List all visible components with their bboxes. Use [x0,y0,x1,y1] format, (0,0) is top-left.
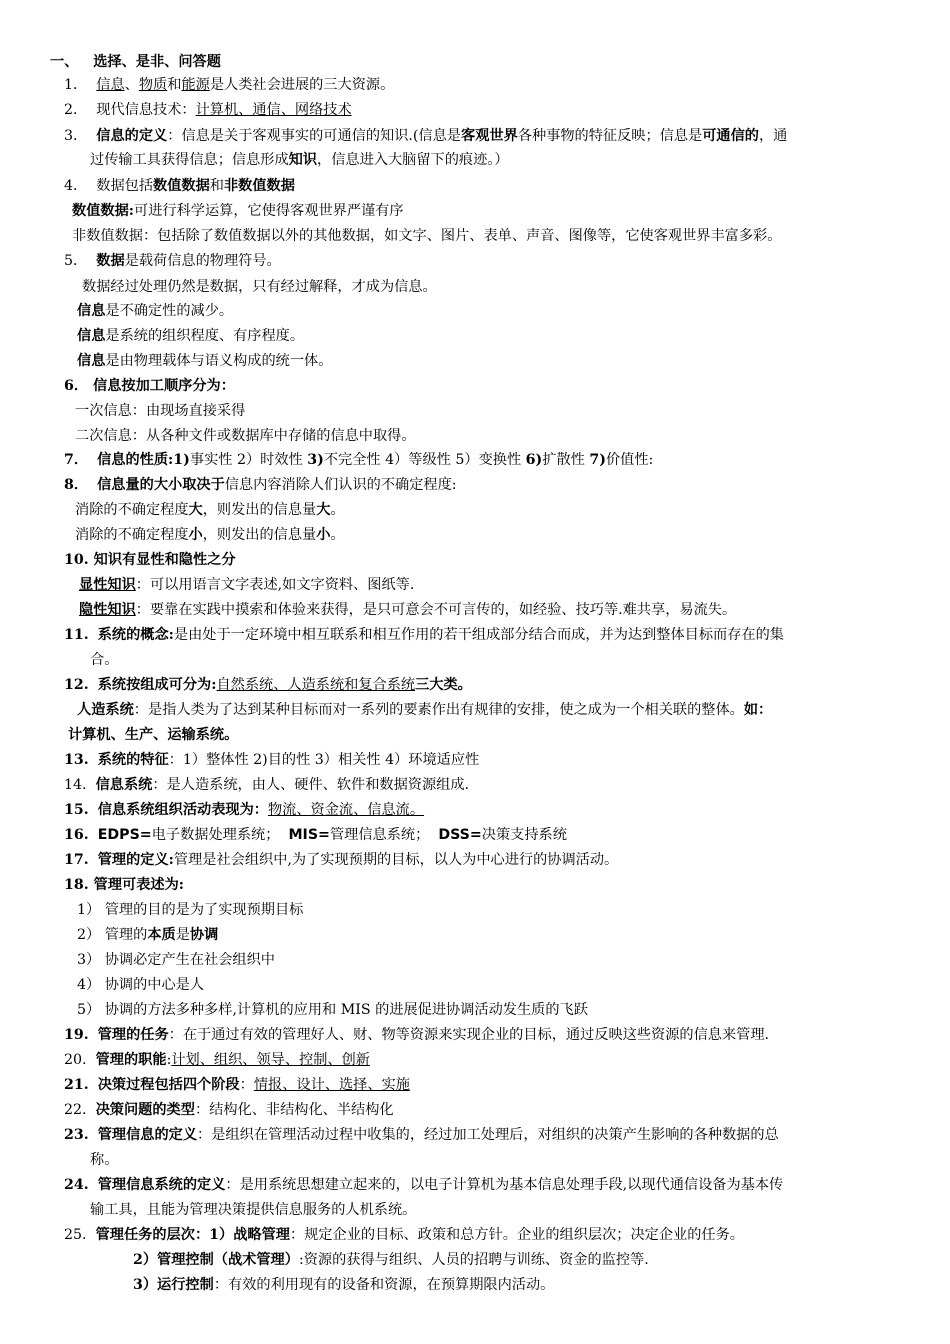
item-3-cont: 过传输工具获得信息；信息形成知识，信息进入大脑留下的痕迹。） [90,152,509,168]
item-8-line2: 消除的不确定程度大，则发出的信息量大。 [75,502,345,518]
item-25-level3: 3）运行控制：有效的利用现有的设备和资源，在预算期限内活动。 [133,1277,555,1293]
item-19: 19. 管理的任务：在于通过有效的管理好人、财、物等资源来实现企业的目标，通过反映这些资源的信息来管理. [64,1027,770,1043]
item-18-sub2: 2） 管理的本质是协调 [77,927,219,943]
item-12-artificial: 人造系统：是指人类为了达到某种目标而对一系列的要素作出有规律的安排，使之成为一个相关联的整体。如： [77,702,773,718]
item-3: 3． 信息的定义：信息是关于客观事实的可通信的知识.(信息是客观世界各种事物的特征反映；信息是可通信的，通 [64,128,788,144]
item-11-cont: 合。 [90,652,119,668]
item-18-sub5: 5） 协调的方法多种多样,计算机的应用和 MIS 的进展促进协调活动发生质的飞跃 [77,1002,588,1018]
item-17: 17. 管理的定义:管理是社会组织中,为了实现预期的目标，以人为中心进行的协调活动。 [64,852,619,868]
item-18-sub3: 3） 协调必定产生在社会组织中 [77,952,275,968]
item-14: 14. 信息系统：是人造系统，由人、硬件、软件和数据资源组成. [64,777,470,793]
item-20: 20. 管理的职能:计划、组织、领导、控制、创新 [64,1052,370,1068]
item-18: 18. 管理可表述为: [64,877,185,893]
item-8: 8． 信息量的大小取决于信息内容消除人们认识的不确定程度: [64,477,457,493]
item-23: 23. 管理信息的定义：是组织在管理活动过程中收集的，经过加工处理后，对组织的决策产生影响的各种数据的总 [64,1127,779,1143]
item-5-line2: 数据经过处理仍然是数据，只有经过解释，才成为信息。 [82,279,437,295]
item-11: 11. 系统的概念:是由处于一定环境中相互联系和相互作用的若干组成部分结合而成，并为达到整体目标而存在的集 [64,627,784,643]
item-12-examples: 计算机、生产、运输系统。 [68,727,239,743]
item-5-line5: 信息是由物理载体与语义构成的统一体。 [77,353,333,369]
item-4-numeric: 数值数据:可进行科学运算，它使得客观世界严谨有序 [72,203,404,219]
item-25-level2: 2）管理控制（战术管理）:资源的获得与组织、人员的招聘与训练、资金的监控等. [133,1252,649,1268]
item-12: 12. 系统按组成可分为:自然系统、人造系统和复合系统三大类。 [64,677,472,693]
section-heading: 一、 选择、是非、问答题 [50,54,221,70]
item-5: 5． 数据是载荷信息的物理符号。 [64,253,281,269]
item-8-line3: 消除的不确定程度小，则发出的信息量小。 [75,527,345,543]
item-24-cont: 输工具，且能为管理决策提供信息服务的人机系统。 [90,1202,417,1218]
item-4: 4． 数据包括数值数据和非数值数据 [64,178,295,194]
item-18-sub4: 4） 协调的中心是人 [77,977,205,993]
item-6-line2: 一次信息：由现场直接采得 [75,403,246,419]
item-6: 6． 信息按加工顺序分为： [64,378,235,394]
item-24: 24. 管理信息系统的定义：是用系统思想建立起来的，以电子计算机为基本信息处理手段,以现代通信设备为基本传 [64,1177,784,1193]
item-16: 16. EDPS=电子数据处理系统； MIS=管理信息系统； DSS=决策支持系统 [64,827,567,843]
item-13: 13. 系统的特征：1）整体性 2)目的性 3）相关性 4）环境适应性 [64,752,480,768]
item-10-tacit: 隐性知识：要靠在实践中摸索和体验来获得，是只可意会不可言传的，如经验、技巧等.难共享，易流失。 [79,602,737,618]
item-23-cont: 称。 [90,1152,119,1168]
item-10: 10. 知识有显性和隐性之分 [64,552,236,568]
item-6-line3: 二次信息：从各种文件或数据库中存储的信息中取得。 [75,428,416,444]
item-7: 7． 信息的性质:1)事实性 2）时效性 3)不完全性 4）等级性 5）变换性 6)扩散性 7)价值性: [64,452,654,468]
item-5-line3: 信息是不确定性的减少。 [77,303,234,319]
item-18-sub1: 1） 管理的目的是为了实现预期目标 [77,902,304,918]
item-4-nonnumeric: 非数值数据：包括除了数值数据以外的其他数据，如文字、图片、表单、声音、图像等，它使客观世界丰富多彩。 [72,228,782,244]
item-10-explicit: 显性知识：可以用语言文字表述,如文字资料、图纸等. [79,577,415,593]
item-21: 21. 决策过程包括四个阶段：情报、设计、选择、实施 [64,1077,410,1093]
item-15: 15. 信息系统组织活动表现为：物流、资金流、信息流。 [64,802,425,818]
item-1: 1． 信息、物质和能源是人类社会进展的三大资源。 [64,77,395,93]
item-2: 2． 现代信息技术：计算机、通信、网络技术 [64,102,352,118]
item-25: 25. 管理任务的层次：1）战略管理：规定企业的目标、政策和总方针。企业的组织层次；决定企业的任务。 [64,1227,744,1243]
item-5-line4: 信息是系统的组织程度、有序程度。 [77,328,305,344]
item-22: 22. 决策问题的类型：结构化、非结构化、半结构化 [64,1102,394,1118]
